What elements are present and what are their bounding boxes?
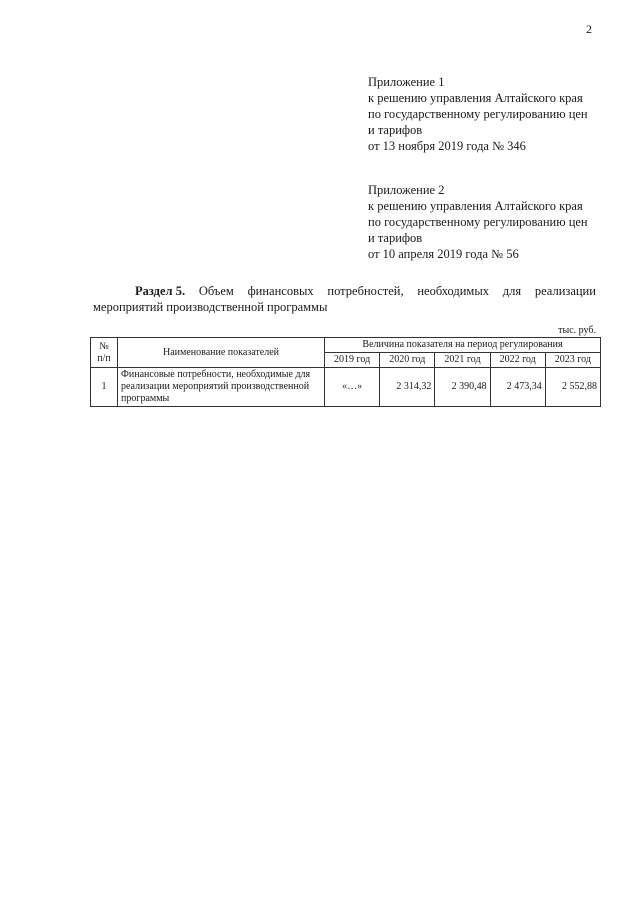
header-year: 2019 год bbox=[325, 353, 380, 368]
table-header-row bbox=[91, 338, 601, 353]
unit-label: тыс. руб. bbox=[558, 325, 596, 336]
section-heading-line-1 bbox=[93, 283, 596, 299]
row-value-2020: 2 314,32 bbox=[380, 368, 435, 407]
row-indicator-name: Финансовые потребности, необходимые для реализации мероприятий производственной программы bbox=[118, 368, 325, 407]
page-number: 2 bbox=[586, 22, 592, 36]
row-value-2022: 2 473,34 bbox=[490, 368, 545, 407]
header-number: № п/п bbox=[91, 338, 118, 368]
appendix-2-line: по государственному регулированию цен bbox=[368, 215, 588, 229]
row-value-2023: 2 552,88 bbox=[545, 368, 600, 407]
section-heading bbox=[93, 283, 596, 315]
appendix-1-line: и тарифов bbox=[368, 123, 423, 137]
appendix-1-title: Приложение 1 bbox=[368, 75, 445, 89]
appendix-1-block bbox=[368, 74, 618, 154]
section-word: финансовых bbox=[247, 284, 314, 298]
row-number: 1 bbox=[91, 368, 118, 407]
section-word: для bbox=[502, 284, 522, 298]
appendix-1-date: от 13 ноября 2019 года № 346 bbox=[368, 139, 526, 153]
header-year: 2021 год bbox=[435, 353, 490, 368]
table-row bbox=[91, 368, 601, 407]
header-year: 2023 год bbox=[545, 353, 600, 368]
row-value-2021: 2 390,48 bbox=[435, 368, 490, 407]
section-label: Раздел 5. bbox=[135, 284, 186, 298]
appendix-1-line: по государственному регулированию цен bbox=[368, 107, 588, 121]
section-heading-line-2: мероприятий производственной программы bbox=[93, 300, 328, 314]
section-word: необходимых bbox=[417, 284, 489, 298]
appendix-2-block bbox=[368, 182, 618, 262]
section-word: Объем bbox=[198, 284, 234, 298]
appendix-2-date: от 10 апреля 2019 года № 56 bbox=[368, 247, 519, 261]
appendix-2-line: к решению управления Алтайского края bbox=[368, 199, 583, 213]
header-year: 2020 год bbox=[380, 353, 435, 368]
financial-needs-table bbox=[90, 337, 601, 407]
header-year: 2022 год bbox=[490, 353, 545, 368]
appendix-1-line: к решению управления Алтайского края bbox=[368, 91, 583, 105]
section-word: реализации bbox=[534, 284, 596, 298]
row-value-2019: «…» bbox=[325, 368, 380, 407]
section-word: потребностей, bbox=[327, 284, 404, 298]
appendix-2-line: и тарифов bbox=[368, 231, 423, 245]
header-indicator-name: Наименование показателей bbox=[118, 338, 325, 368]
header-period-group: Величина показателя на период регулирования bbox=[325, 338, 601, 353]
appendix-2-title: Приложение 2 bbox=[368, 183, 445, 197]
